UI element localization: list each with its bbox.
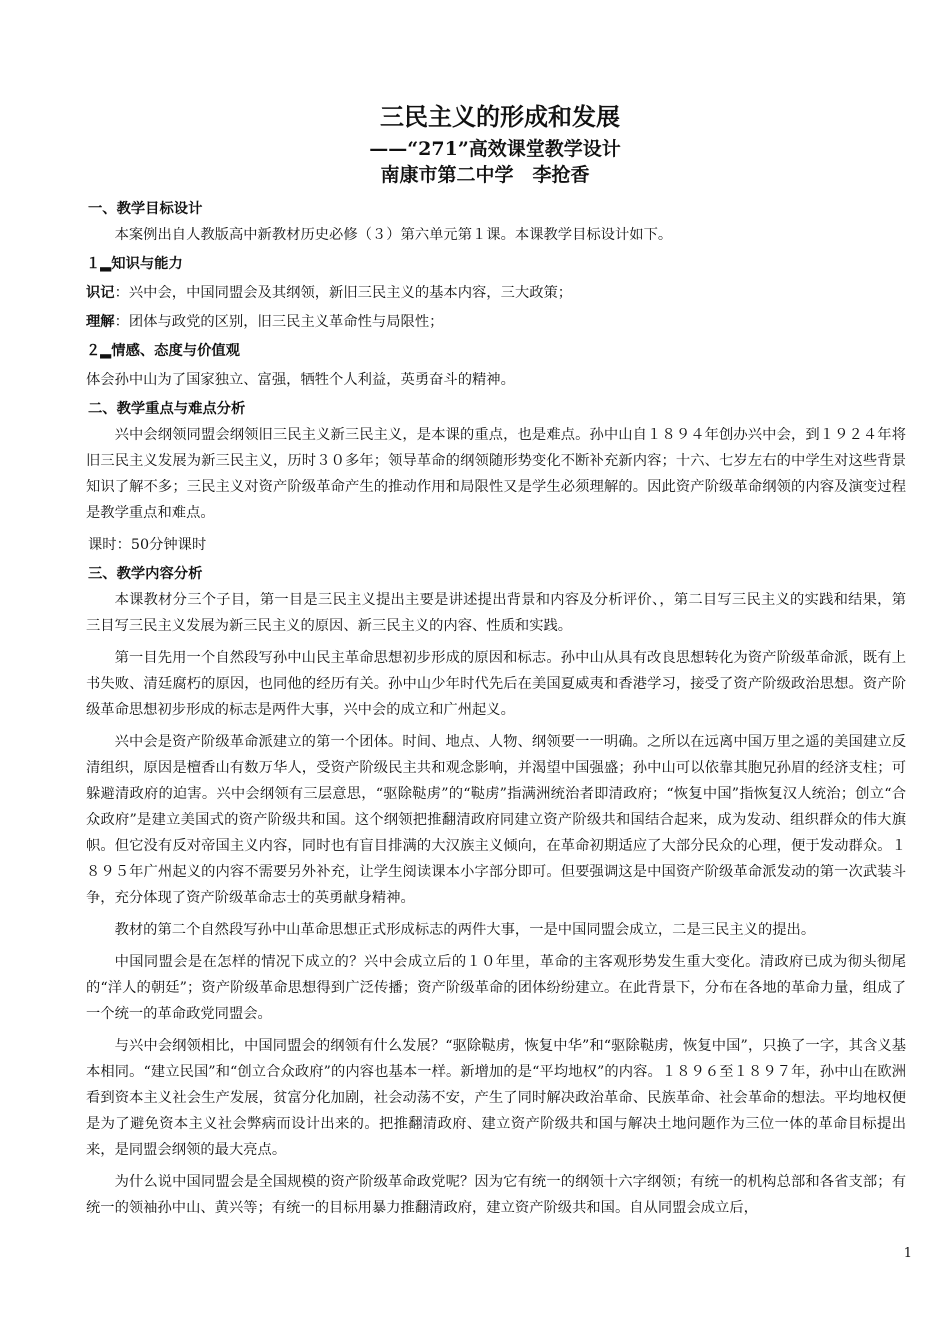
class-period: 课时：50分钟课时 (88, 537, 207, 553)
section-3-paragraph-4: 教材的第二个自然段写孙中山革命思想正式形成标志的两件大事，一是中国同盟会成立，二是三民主义的提出。 (114, 922, 816, 938)
page-title: 三民主义的形成和发展 (380, 102, 620, 131)
section-1-intro: 本案例出自人教版高中新教材历史必修（３）第六单元第１课。本课教学目标设计如下。 (114, 227, 673, 243)
recall-line (86, 280, 906, 306)
subheading-emotion: ２▂情感、态度与价值观 (86, 343, 240, 359)
section-3-paragraph-7: 为什么说中国同盟会是全国规模的资产阶级革命政党呢？因为它有统一的纲领十六字纲领；有统一的机构总部和各省支部；有统一的领袖孙中山、黄兴等；有统一的目标用暴力推翻清政府，建立资产阶级共和国。自从同盟会成立后， (86, 1174, 906, 1216)
section-2-paragraph: 兴中会纲领同盟会纲领旧三民主义新三民主义，是本课的重点，也是难点。孙中山自１８９４年创办兴中会，到１９２４年将旧三民主义发展为新三民主义，历时３０多年；领导革命的纲领随形势变化不断补充新内容；十六、七岁左右的中学生对这些背景知识了解不多；三民主义对资产阶级革命产生的推动作用和局限性又是学生必须理解的。因此资产阶级革命纲领的内容及演变过程是教学重点和难点。 (86, 427, 906, 521)
section-3-paragraph-1: 本课教材分三个子目，第一目是三民主义提出主要是讲述提出背景和内容及分析评价、，第二目写三民主义的实践和结果，第三目写三民主义发展为新三民主义的原因、新三民主义的内容、性质和实践。 (86, 592, 906, 634)
title-block (0, 100, 950, 188)
recall-text: ：兴中会，中国同盟会及其纲领，新旧三民主义的基本内容，三大政策； (114, 285, 573, 301)
understand-label: 理解 (86, 314, 115, 330)
section-3-paragraph-2: 第一目先用一个自然段写孙中山民主革命思想初步形成的原因和标志。孙中山从具有改良思想转化为资产阶级革命派，既有上书失败、清廷腐朽的原因，也同他的经历有关。孙中山少年时代先后在美国夏威夷和香港学习，接受了资产阶级政治思想。资产阶级革命思想初步形成的标志是两件大事，兴中会的成立和广州起义。 (86, 650, 906, 718)
section-heading-3: 三、教学内容分析 (88, 566, 203, 582)
section-heading-2: 二、教学重点与难点分析 (88, 401, 246, 417)
recall-label: 识记 (86, 285, 115, 301)
page-subtitle: ——“271”高效课堂教学设计 (369, 138, 621, 160)
section-3-paragraph-6: 与兴中会纲领相比，中国同盟会的纲领有什么发展？“驱除鞑虏，恢复中华”和“驱除鞑虏，恢复中国”，只换了一字，其含义基本相同。“建立民国”和“创立合众政府”的内容也基本一样。新增加的是“平均地权”的内容。１８９６至１８９７年，孙中山在欧洲看到资本主义社会生产发展，贫富分化加剧，社会动荡不安，产生了同时解决政治革命、民族革命、社会革命的想法。平均地权便是为了避免资本主义社会弊病而设计出来的。把推翻清政府、建立资产阶级共和国与解决土地问题作为三位一体的革命目标提出来，是同盟会纲领的最大亮点。 (86, 1038, 906, 1158)
subheading-knowledge: １▂知识与能力 (86, 256, 183, 272)
section-heading-1: 一、教学目标设计 (88, 201, 203, 217)
section-3-paragraph-3: 兴中会是资产阶级革命派建立的第一个团体。时间、地点、人物、纲领要一一明确。之所以在远离中国万里之遥的美国建立反清组织，原因是檀香山有数万华人，受资产阶级民主共和观念影响，并渴望中国强盛；孙中山可以依靠其胞兄孙眉的经济支柱；可躲避清政府的迫害。兴中会纲领有三层意思，“驱除鞑虏”的“鞑虏”指满洲统治者即清政府；“恢复中国”指恢复汉人统治；创立“合众政府”是建立美国式的资产阶级共和国。这个纲领把推翻清政府同建立资产阶级共和国结合起来，成为发动、组织群众的伟大旗帜。但它没有反对帝国主义内容，同时也有盲目排满的大汉族主义倾向，在革命初期适应了大部分民众的心理，便于发动群众。１８９５年广州起义的内容不需要另外补充，让学生阅读课本小字部分即可。但要强调这是中国资产阶级革命派发动的第一次武装斗争，充分体现了资产阶级革命志士的英勇献身精神。 (86, 734, 906, 906)
document-body (86, 196, 906, 1221)
page-number: 1 (903, 1246, 912, 1261)
section-3-paragraph-5: 中国同盟会是在怎样的情况下成立的？兴中会成立后的１０年里，革命的主客观形势发生重大变化。清政府已成为彻头彻尾的“洋人的朝廷”；资产阶级革命思想得到广泛传播；资产阶级革命的团体纷纷建立。在此背景下，分布在各地的革命力量，组成了一个统一的革命政党同盟会。 (86, 954, 906, 1022)
understand-line (86, 309, 906, 335)
emotion-text: 体会孙中山为了国家独立、富强，牺牲个人利益，英勇奋斗的精神。 (86, 372, 515, 388)
understand-text: ：团体与政党的区别，旧三民主义革命性与局限性； (114, 314, 444, 330)
author-line: 南康市第二中学 李抢香 (380, 164, 590, 186)
